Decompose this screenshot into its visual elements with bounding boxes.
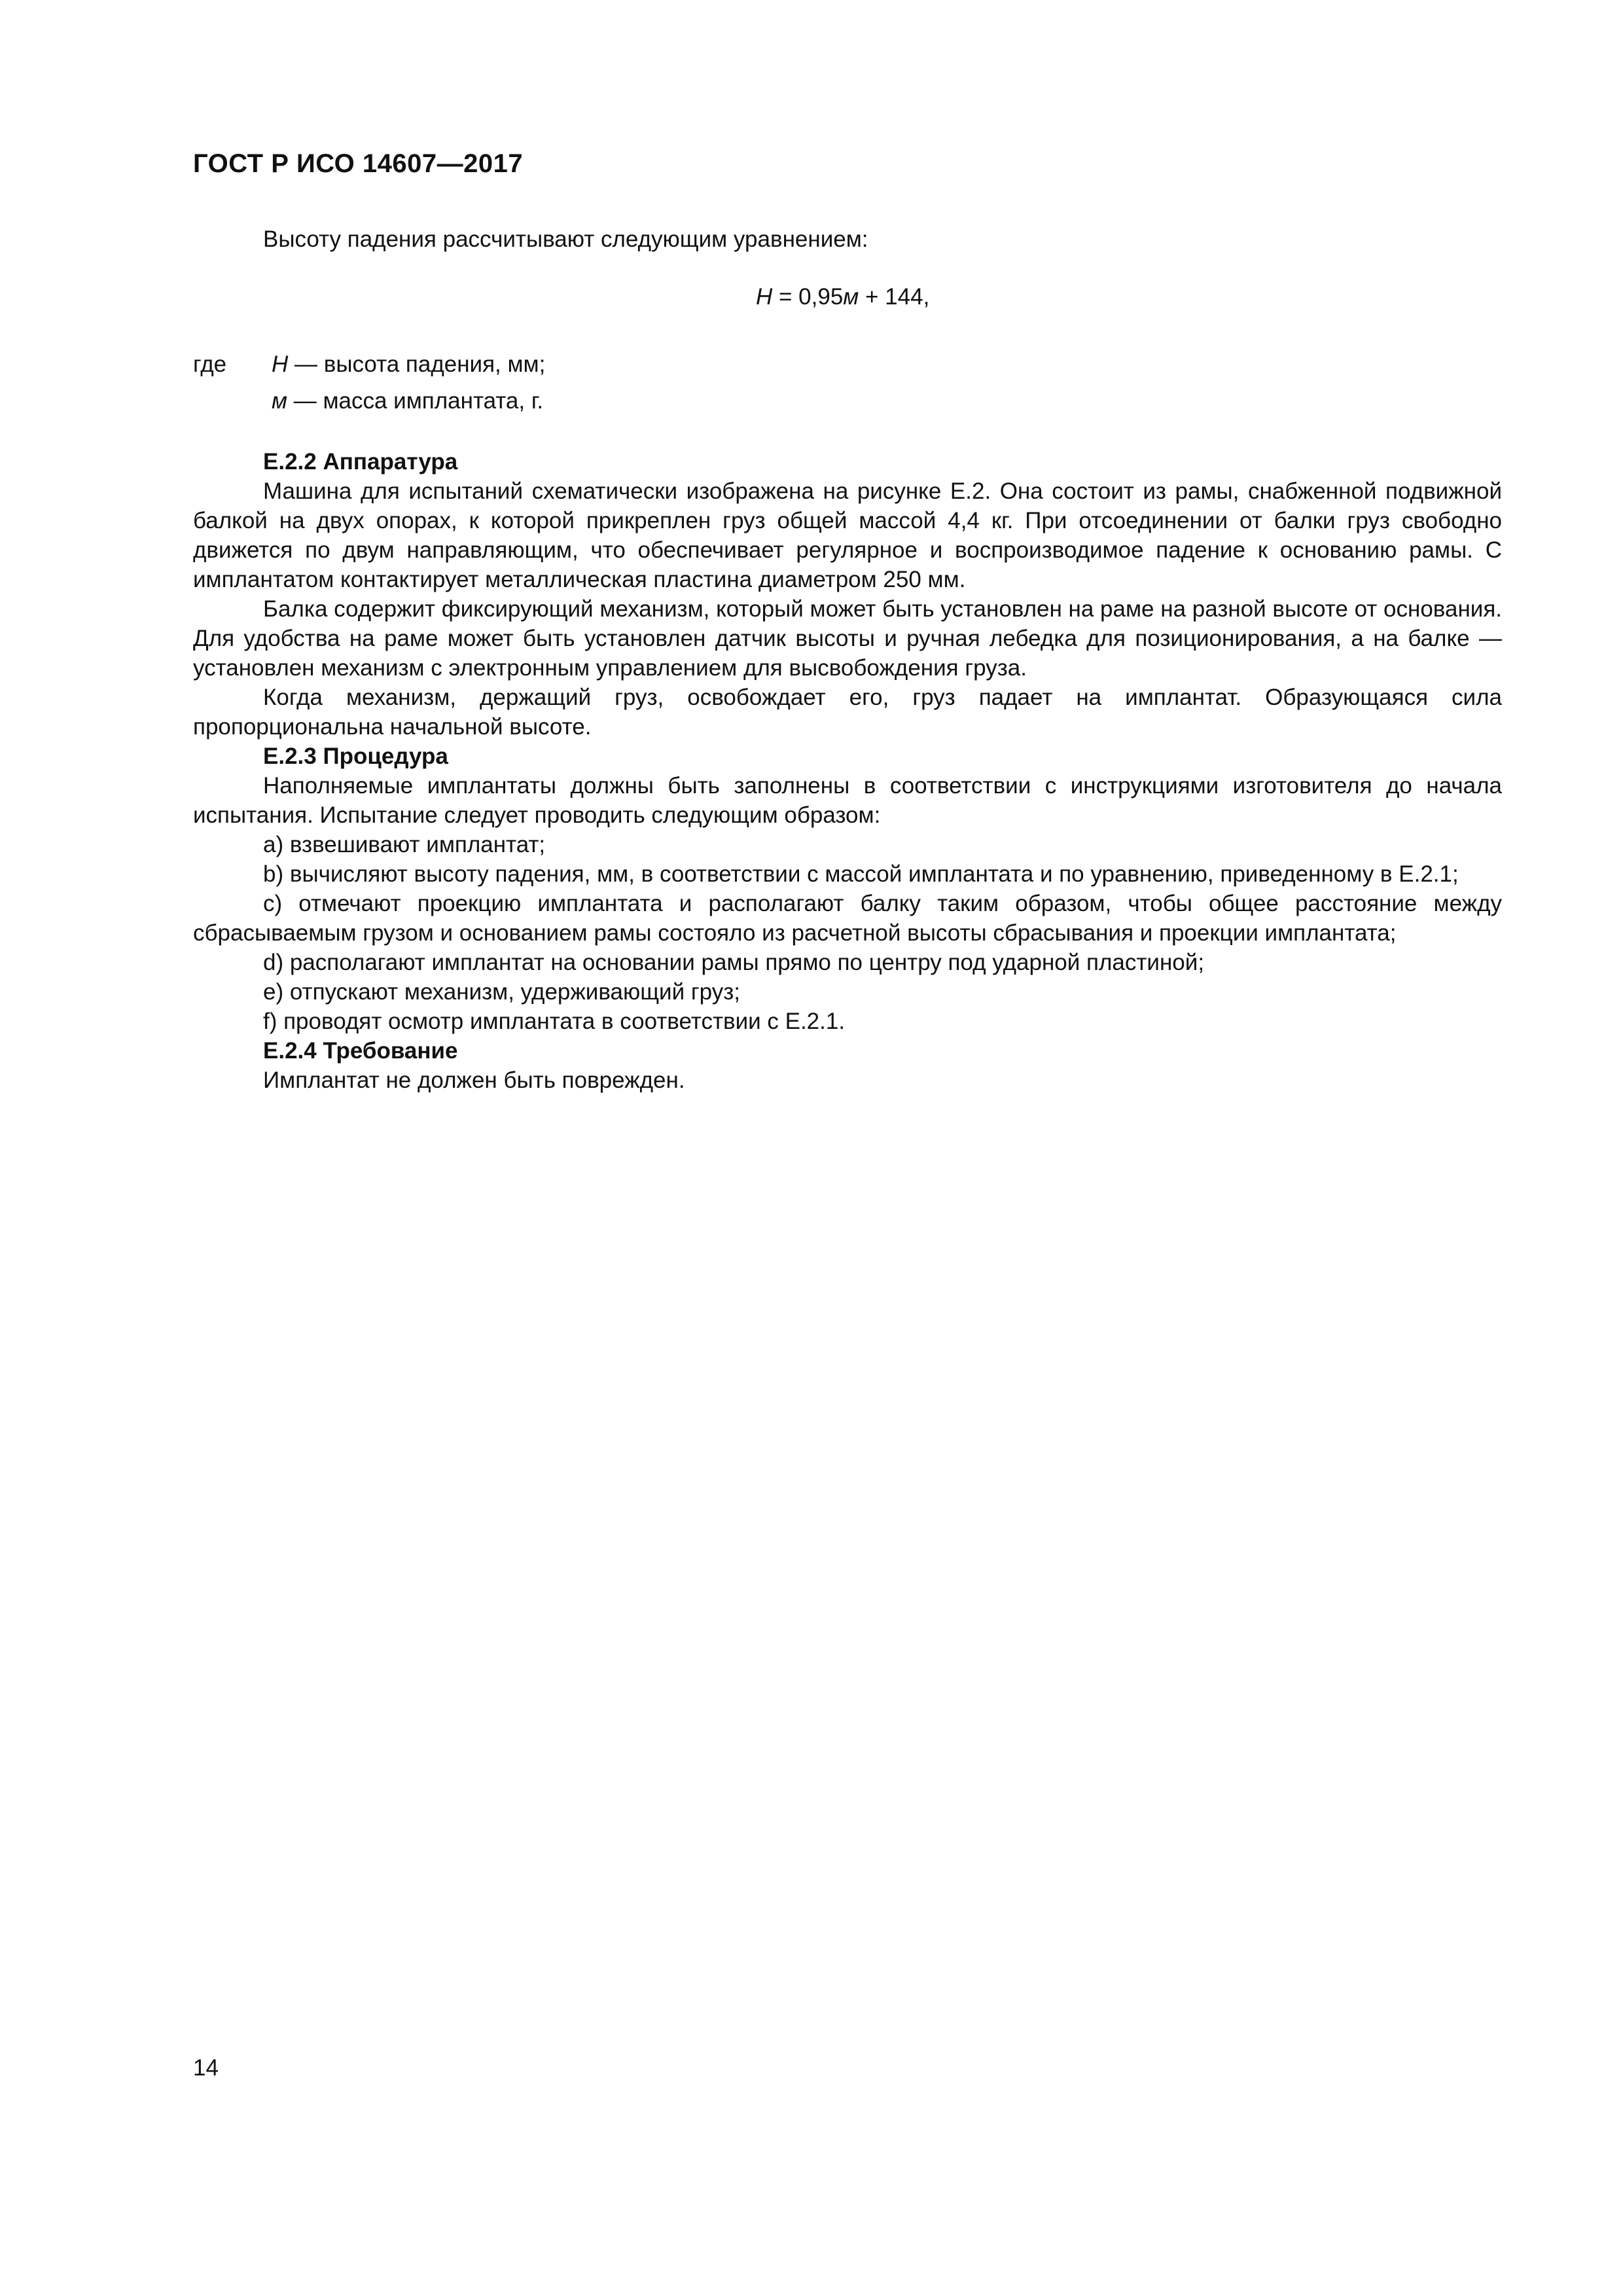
document-body	[193, 447, 1502, 1095]
where-item	[272, 351, 545, 378]
list-item: d) располагают имплантат на основании рамы прямо по центру под ударной пластиной;	[263, 950, 1205, 975]
paragraph: Когда механизм, держащий груз, освобождает его, груз падает на имплантат. Образующаяся сила пропорциональна начальной высоте.	[193, 685, 1502, 740]
list-item: a) взвешивают имплантат;	[263, 832, 546, 857]
list-item: c) отмечают проекцию имплантата и располагают балку таким образом, чтобы общее расстояние между сбрасываемым грузом и основанием рамы состояло из расчетной высоты сбрасывания и проекции имплантата;	[193, 891, 1502, 946]
list-item: e) отпускают механизм, удерживающий груз;	[263, 979, 740, 1005]
formula-var: м	[843, 284, 859, 310]
paragraph: Имплантат не должен быть поврежден.	[263, 1067, 685, 1093]
section-title-e22: Е.2.2 Аппаратура	[263, 449, 458, 475]
where-item	[272, 388, 543, 414]
list-item: f) проводят осмотр имплантата в соответствии с Е.2.1.	[263, 1009, 846, 1034]
list-item: b) вычисляют высоту падения, мм, в соответствии с массой имплантата и по уравнению, приведенному в Е.2.1;	[263, 861, 1459, 887]
formula-eq: = 0,95	[772, 284, 844, 310]
section-title-e23: Е.2.3 Процедура	[263, 744, 448, 769]
paragraph: Наполняемые имплантаты должны быть заполнены в соответствии с инструкциями изготовителя до начала испытания. Испытание следует проводить следующим образом:	[193, 773, 1502, 828]
section-title-e24: Е.2.4 Требование	[263, 1038, 458, 1064]
paragraph: Машина для испытаний схематически изображена на рисунке Е.2. Она состоит из рамы, снабженной подвижной балкой на двух опорах, к которой прикреплен груз общей массой 4,4 кг. При отсоединении от балки груз свободно движется по двум направляющим, что обеспечивает регулярное и воспроизводимое падение к основанию рамы. С имплантатом контактирует металлическая пластина диаметром 250 мм.	[193, 478, 1502, 592]
where-text: высота падения, мм;	[323, 351, 546, 377]
formula-lhs: H	[756, 284, 773, 310]
formula-intro: Высоту падения рассчитывают следующим уравнением:	[263, 226, 868, 252]
paragraph: Балка содержит фиксирующий механизм, который может быть установлен на раме на разной высоте от основания. Для удобства на раме может быть установлен датчик высоты и ручная лебедка для позиционирования, а на балке — установлен механизм с электронным управлением для высвобождения груза.	[193, 596, 1503, 681]
page-number: 14	[193, 2055, 219, 2081]
where-text: масса имплантата, г.	[323, 388, 544, 414]
formula-rest: + 144,	[859, 284, 930, 310]
document-header: ГОСТ Р ИСО 14607—2017	[193, 149, 524, 178]
where-dash: —	[288, 351, 324, 377]
formula	[756, 284, 929, 310]
where-symbol: H	[272, 351, 289, 377]
where-symbol: м	[272, 388, 287, 414]
where-dash: —	[287, 388, 323, 414]
where-label: где	[193, 351, 227, 377]
